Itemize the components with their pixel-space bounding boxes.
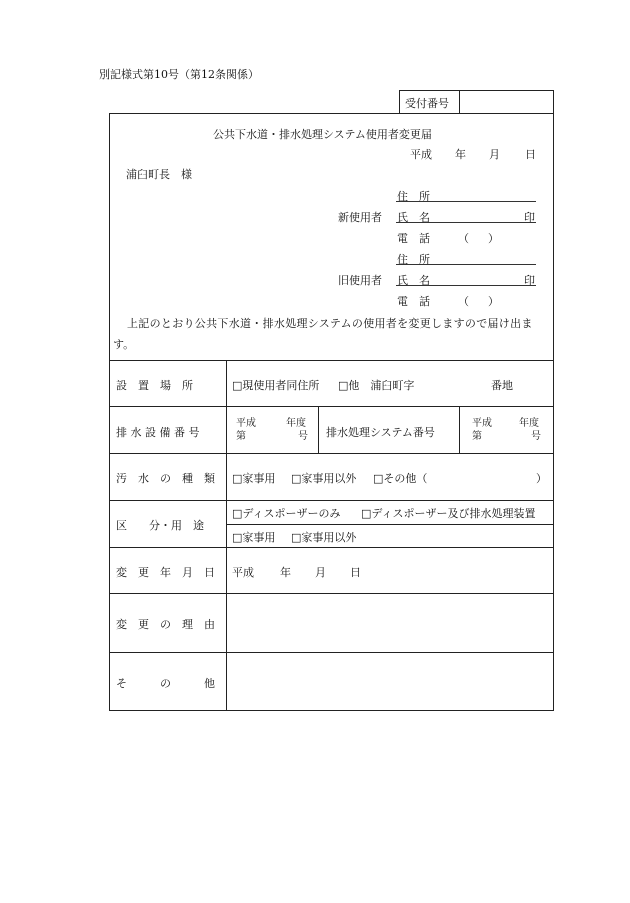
reception-number-field[interactable] — [460, 91, 553, 113]
form-reference: 別記様式第10号（第12条関係） — [99, 68, 259, 81]
disposer-plus-checkbox[interactable]: □ディスポーザー及び排水処理装置 — [361, 507, 536, 520]
addressee: 浦臼町長 様 — [126, 168, 192, 181]
sewage-home-checkbox[interactable]: □家事用 — [232, 472, 276, 485]
new-user-seal: 印 — [524, 211, 535, 224]
old-user-label: 旧使用者 — [338, 274, 382, 287]
location-banchi: 番地 — [491, 379, 513, 392]
system-dai: 第 — [472, 431, 482, 442]
new-user-name-label: 氏 名 — [397, 211, 430, 224]
row-rule-3-sub — [226, 524, 554, 525]
new-user-address-label: 住 所 — [397, 190, 430, 203]
new-user-phone-paren-open: （ — [458, 232, 469, 245]
reception-number-label: 受付番号 — [405, 97, 449, 110]
drainage-go: 号 — [298, 431, 308, 442]
sewage-other-checkbox[interactable]: □その他（ — [373, 472, 428, 485]
location-same-checkbox[interactable]: □現使用者同住所 — [232, 379, 320, 392]
old-user-phone-paren-close: ） — [488, 295, 499, 308]
drainage-divider-1 — [318, 406, 319, 453]
system-number-label: 排水処理システム番号 — [326, 426, 435, 439]
category-nonhome-checkbox[interactable]: □家事用以外 — [291, 531, 357, 544]
change-date-day: 日 — [350, 566, 361, 579]
row-rule-3 — [109, 500, 554, 501]
system-nendo: 年度 — [519, 418, 539, 429]
form-title: 公共下水道・排水処理システム使用者変更届 — [213, 128, 432, 141]
change-date-label: 変 更 年 月 日 — [116, 566, 215, 579]
label-column-divider — [226, 360, 227, 711]
new-user-address-line[interactable] — [396, 201, 536, 202]
reason-label: 変 更 の 理 由 — [116, 618, 215, 631]
reason-field[interactable] — [228, 595, 552, 650]
row-rule-6 — [109, 652, 554, 653]
drainage-number-label: 排 水 設 備 番 号 — [116, 426, 200, 439]
location-other-checkbox[interactable]: □他 浦臼町字 — [338, 379, 415, 392]
new-user-label: 新使用者 — [338, 211, 382, 224]
new-user-phone-label: 電 話 — [397, 232, 430, 245]
change-date-year: 年 — [280, 566, 291, 579]
old-user-seal: 印 — [524, 274, 535, 287]
old-user-name-label: 氏 名 — [397, 274, 430, 287]
sewage-type-label: 汚 水 の 種 類 — [116, 472, 215, 485]
date-year: 年 — [455, 148, 466, 161]
sewage-other-close: ） — [536, 472, 547, 485]
location-label: 設 置 場 所 — [116, 379, 193, 392]
disposer-only-checkbox[interactable]: □ディスポーザーのみ — [232, 507, 341, 520]
system-go: 号 — [531, 431, 541, 442]
new-user-name-line[interactable] — [396, 222, 536, 223]
other-field[interactable] — [228, 654, 552, 709]
system-era: 平成 — [472, 418, 492, 429]
old-user-address-line[interactable] — [396, 264, 536, 265]
other-label: そ の 他 — [116, 677, 215, 690]
statement-line-2: す。 — [113, 338, 135, 351]
change-date-month: 月 — [315, 566, 326, 579]
drainage-era: 平成 — [236, 418, 256, 429]
date-day: 日 — [525, 148, 536, 161]
old-user-phone-paren-open: （ — [458, 295, 469, 308]
drainage-dai: 第 — [236, 431, 246, 442]
row-rule-4 — [109, 547, 554, 548]
table-top-rule — [109, 360, 554, 361]
drainage-nendo: 年度 — [286, 418, 306, 429]
date-month: 月 — [489, 148, 500, 161]
statement-line-1: 上記のとおり公共下水道・排水処理システムの使用者を変更しますので届け出ま — [127, 317, 533, 330]
old-user-phone-label: 電 話 — [397, 295, 430, 308]
row-rule-1 — [109, 406, 554, 407]
sewage-nonhome-checkbox[interactable]: □家事用以外 — [291, 472, 357, 485]
change-date-era: 平成 — [232, 566, 254, 579]
row-rule-2 — [109, 453, 554, 454]
date-era: 平成 — [410, 148, 432, 161]
category-home-checkbox[interactable]: □家事用 — [232, 531, 276, 544]
category-label: 区 分・用 途 — [116, 519, 204, 532]
old-user-address-label: 住 所 — [397, 253, 430, 266]
old-user-name-line[interactable] — [396, 285, 536, 286]
row-rule-5 — [109, 593, 554, 594]
new-user-phone-paren-close: ） — [488, 232, 499, 245]
drainage-divider-2 — [459, 406, 460, 453]
